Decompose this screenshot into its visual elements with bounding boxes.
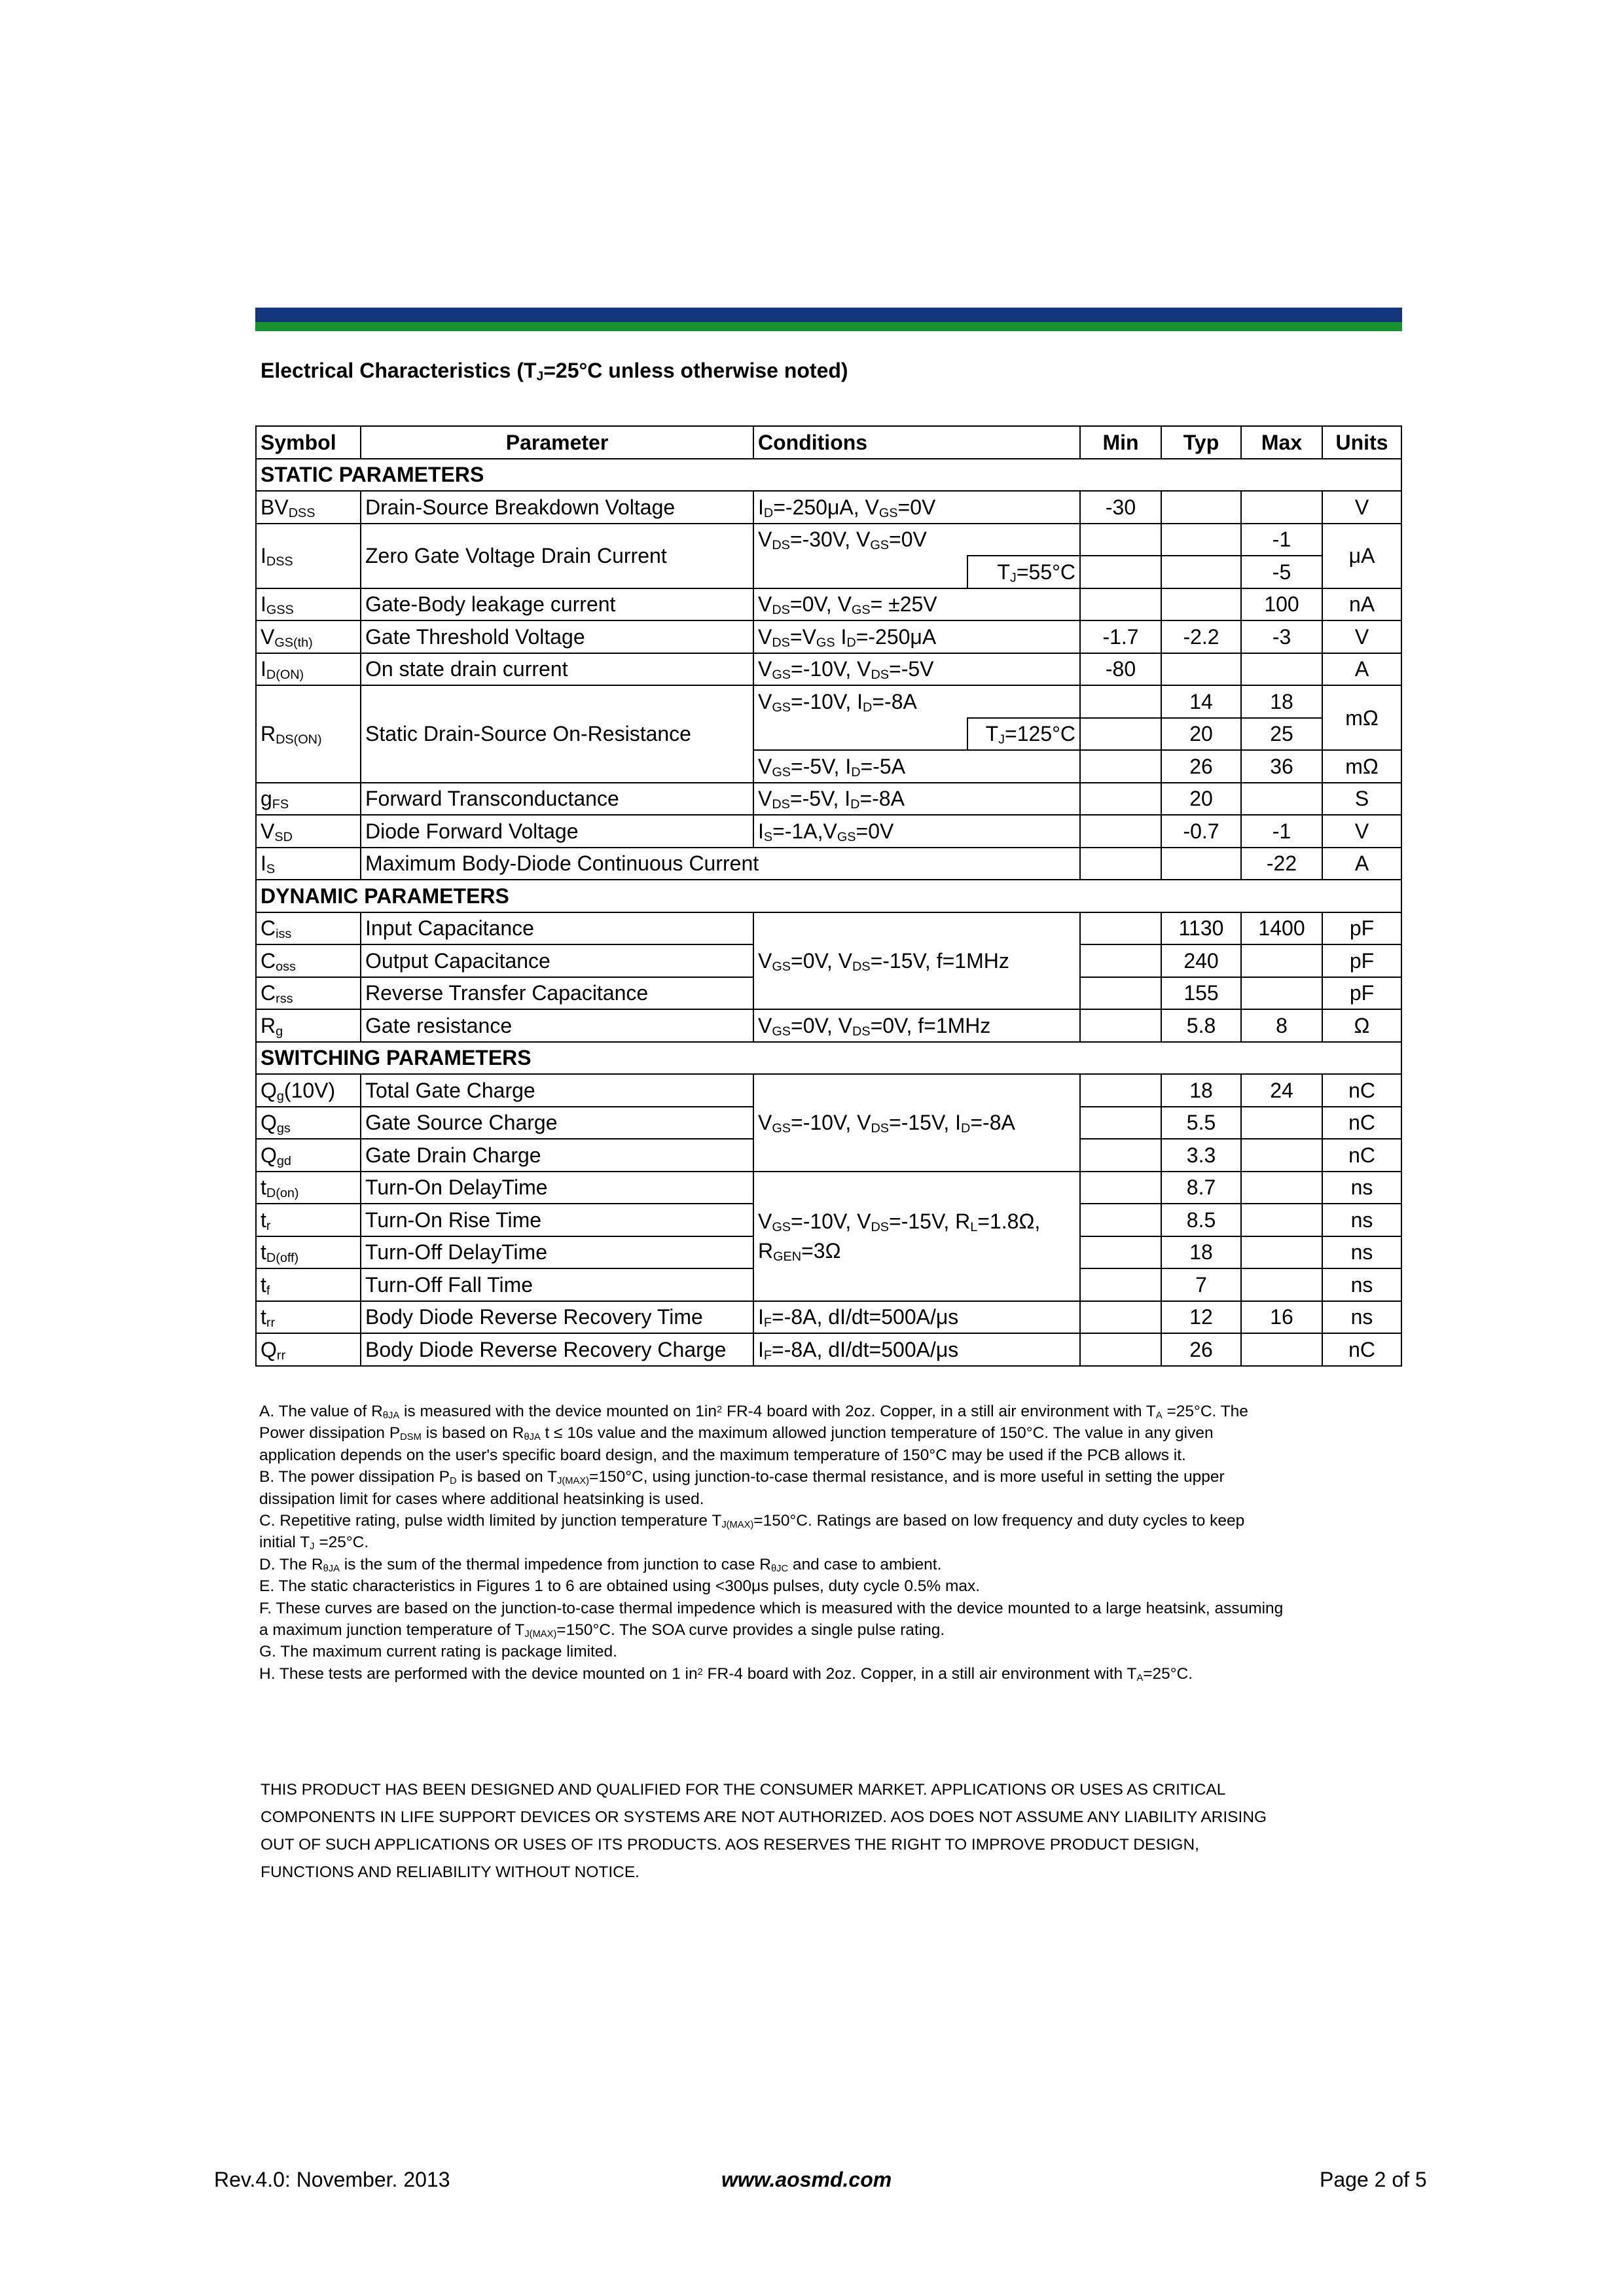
symbol-cell: $t_{D(on)}$ xyxy=(256,1172,361,1204)
min-cell xyxy=(1080,1107,1161,1139)
min-cell xyxy=(1080,783,1161,816)
symbol-cell: $I_S$ xyxy=(256,848,361,880)
header-color-bar xyxy=(255,308,1402,331)
parameter-cell: Body Diode Reverse Recovery Charge xyxy=(361,1333,753,1366)
parameter-cell: Forward Transconductance xyxy=(361,783,753,816)
conditions-cell: $V_{GS}=0V$, $V_{DS}=-15V$, f=1MHz xyxy=(753,912,1080,1010)
electrical-characteristics-table xyxy=(255,425,1402,1367)
units-cell: ns xyxy=(1322,1301,1401,1334)
max-cell: -5 xyxy=(1241,556,1322,588)
units-cell: mΩ xyxy=(1322,750,1401,783)
max-cell: 16 xyxy=(1241,1301,1322,1334)
table-row xyxy=(256,1074,1401,1107)
table-row xyxy=(256,620,1401,653)
symbol-cell: $Q_{rr}$ xyxy=(256,1333,361,1366)
units-cell: nC xyxy=(1322,1333,1401,1366)
table-row xyxy=(256,1009,1401,1042)
units-cell: nC xyxy=(1322,1074,1401,1107)
units-cell: Ω xyxy=(1322,1009,1401,1042)
units-cell: nC xyxy=(1322,1139,1401,1172)
min-cell xyxy=(1080,1204,1161,1236)
conditions-cell: $V_{DS}=0V$, $V_{GS}= \pm 25V$ xyxy=(753,588,1080,621)
max-cell: -3 xyxy=(1241,620,1322,653)
symbol-cell: $C_{rss}$ xyxy=(256,977,361,1010)
units-cell: nA xyxy=(1322,588,1401,621)
units-cell: pF xyxy=(1322,977,1401,1010)
note-f: F. These curves are based on the junction-to-case thermal impedence which is measured with the device mounted to a large heatsink, assuming xyxy=(259,1599,1284,1617)
conditions-cell: $V_{GS}=-10V$, $I_D=-8A$ xyxy=(753,685,1080,718)
min-cell xyxy=(1080,750,1161,783)
parameter-cell: Turn-Off DelayTime xyxy=(361,1236,753,1269)
typ-cell xyxy=(1161,653,1241,686)
conditions-cell: $I_F=-8A$, dI/dt=500A/μs xyxy=(753,1301,1080,1334)
units-cell: V xyxy=(1322,815,1401,848)
conditions-cell: $V_{GS}=-5V$, $I_D=-5A$ xyxy=(753,750,1080,783)
min-cell xyxy=(1080,815,1161,848)
max-cell xyxy=(1241,653,1322,686)
min-cell xyxy=(1080,524,1161,556)
section-row-static xyxy=(256,459,1401,492)
units-cell: A xyxy=(1322,848,1401,880)
table-row xyxy=(256,815,1401,848)
table-row xyxy=(256,524,1401,556)
typ-cell: 7 xyxy=(1161,1268,1241,1301)
units-cell: pF xyxy=(1322,944,1401,977)
min-cell xyxy=(1080,1139,1161,1172)
units-cell: V xyxy=(1322,620,1401,653)
typ-cell: -2.2 xyxy=(1161,620,1241,653)
header-parameter: Parameter xyxy=(361,426,753,459)
conditions-cell: $I_F=-8A$, dI/dt=500A/μs xyxy=(753,1333,1080,1366)
units-cell: ns xyxy=(1322,1204,1401,1236)
section-row-switching xyxy=(256,1042,1401,1075)
typ-cell: 8.5 xyxy=(1161,1204,1241,1236)
max-cell xyxy=(1241,1268,1322,1301)
header-units: Units xyxy=(1322,426,1401,459)
symbol-cell: $R_{DS(ON)}$ xyxy=(256,685,361,783)
symbol-cell: $C_{iss}$ xyxy=(256,912,361,945)
conditions-cell: $I_S=-1A,V_{GS}=0V$ xyxy=(753,815,1080,848)
disclaimer-line: COMPONENTS IN LIFE SUPPORT DEVICES OR SYSTEMS ARE NOT AUTHORIZED. AOS DOES NOT ASSUME ANY LIABILITY ARISING xyxy=(261,1808,1267,1826)
max-cell xyxy=(1241,1204,1322,1236)
parameter-cell: Total Gate Charge xyxy=(361,1074,753,1107)
units-cell: nC xyxy=(1322,1107,1401,1139)
note-b-line2: dissipation limit for cases where additional heatsinking is used. xyxy=(259,1490,704,1508)
parameter-cell: Maximum Body-Diode Continuous Current xyxy=(361,848,1080,880)
units-cell: V xyxy=(1322,491,1401,524)
header-conditions: Conditions xyxy=(753,426,1080,459)
table-row xyxy=(256,1301,1401,1334)
disclaimer-line: OUT OF SUCH APPLICATIONS OR USES OF ITS PRODUCTS. AOS RESERVES THE RIGHT TO IMPROVE PRODUCT DESIGN, xyxy=(261,1836,1199,1854)
parameter-cell: Gate Drain Charge xyxy=(361,1139,753,1172)
min-cell xyxy=(1080,977,1161,1010)
min-cell: -80 xyxy=(1080,653,1161,686)
units-cell: ns xyxy=(1322,1268,1401,1301)
units-cell: mΩ xyxy=(1322,685,1401,750)
max-cell: 8 xyxy=(1241,1009,1322,1042)
parameter-cell: Body Diode Reverse Recovery Time xyxy=(361,1301,753,1334)
section-switching-title: SWITCHING PARAMETERS xyxy=(256,1042,1401,1075)
min-cell xyxy=(1080,1172,1161,1204)
parameter-cell: Reverse Transfer Capacitance xyxy=(361,977,753,1010)
section-dynamic-title: DYNAMIC PARAMETERS xyxy=(256,880,1401,912)
tj-condition-cell: $T_J=55^\circ C$ xyxy=(967,556,1080,588)
typ-cell: 8.7 xyxy=(1161,1172,1241,1204)
conditions-cell: $V_{DS}=-30V$, $V_{GS}=0V$ xyxy=(753,524,1080,556)
disclaimer-line: FUNCTIONS AND RELIABILITY WITHOUT NOTICE. xyxy=(261,1863,640,1881)
parameter-cell: Turn-On Rise Time xyxy=(361,1204,753,1236)
min-cell: -1.7 xyxy=(1080,620,1161,653)
section-title: Electrical Characteristics ($T_J=25^\circ C$ unless otherwise noted) xyxy=(261,359,848,384)
max-cell: -22 xyxy=(1241,848,1322,880)
symbol-cell: $g_{FS}$ xyxy=(256,783,361,816)
units-cell: μA xyxy=(1322,524,1401,588)
section-row-dynamic xyxy=(256,880,1401,912)
footer-revision: Rev.4.0: November. 2013 xyxy=(214,2168,450,2191)
footnotes xyxy=(259,1401,1398,1685)
note-c: C. Repetitive rating, pulse width limited by junction temperature $T_{J(MAX)}=150^\circ C$. Ratings are based on low frequency and duty cycles to keep xyxy=(259,1512,1245,1531)
max-cell xyxy=(1241,1236,1322,1269)
note-a-line2: Power dissipation $P_{DSM}$ is based on $R_{\theta JA}$ t ≤ 10s value and the maximum allowed junction temperature of 150°C. The value in any given xyxy=(259,1424,1214,1443)
max-cell: 36 xyxy=(1241,750,1322,783)
parameter-cell: Zero Gate Voltage Drain Current xyxy=(361,524,753,588)
symbol-cell: $t_f$ xyxy=(256,1268,361,1301)
note-c-line2: initial $T_J =25^\circ C$. xyxy=(259,1534,369,1552)
max-cell: 24 xyxy=(1241,1074,1322,1107)
units-cell: ns xyxy=(1322,1236,1401,1269)
conditions-cell: $V_{GS}=-10V$, $V_{DS}=-5V$ xyxy=(753,653,1080,686)
symbol-cell: $I_{D(ON)}$ xyxy=(256,653,361,686)
section-static-title: STATIC PARAMETERS xyxy=(256,459,1401,492)
symbol-cell: $BV_{DSS}$ xyxy=(256,491,361,524)
typ-cell: 155 xyxy=(1161,977,1241,1010)
parameter-cell: Output Capacitance xyxy=(361,944,753,977)
table-row xyxy=(256,783,1401,816)
typ-cell: 240 xyxy=(1161,944,1241,977)
header-bar-blue xyxy=(255,308,1402,322)
typ-cell: 18 xyxy=(1161,1074,1241,1107)
parameter-cell: Turn-On DelayTime xyxy=(361,1172,753,1204)
max-cell xyxy=(1241,977,1322,1010)
table-row xyxy=(256,912,1401,945)
disclaimer xyxy=(261,1776,1399,1886)
min-cell xyxy=(1080,1074,1161,1107)
parameter-cell: Gate-Body leakage current xyxy=(361,588,753,621)
symbol-cell: $R_g$ xyxy=(256,1009,361,1042)
min-cell xyxy=(1080,1333,1161,1366)
conditions-cell: $V_{DS}=-5V$, $I_D=-8A$ xyxy=(753,783,1080,816)
parameter-cell: Gate Source Charge xyxy=(361,1107,753,1139)
symbol-cell: $Q_{gd}$ xyxy=(256,1139,361,1172)
min-cell xyxy=(1080,848,1161,880)
units-cell: pF xyxy=(1322,912,1401,945)
typ-cell: 3.3 xyxy=(1161,1139,1241,1172)
note-f-line2: a maximum junction temperature of $T_{J(MAX)}=150^\circ C$. The SOA curve provides a single pulse rating. xyxy=(259,1621,945,1640)
symbol-cell: $V_{SD}$ xyxy=(256,815,361,848)
header-typ: Typ xyxy=(1161,426,1241,459)
symbol-cell: $I_{GSS}$ xyxy=(256,588,361,621)
max-cell xyxy=(1241,1107,1322,1139)
min-cell xyxy=(1080,912,1161,945)
min-cell xyxy=(1080,685,1161,718)
max-cell: 18 xyxy=(1241,685,1322,718)
max-cell xyxy=(1241,783,1322,816)
note-g: G. The maximum current rating is package limited. xyxy=(259,1643,617,1661)
conditions-cell: $V_{GS}=-10V$, $V_{DS}=-15V$, $R_L=1.8\Omega$, $R_{GEN}=3\Omega$ xyxy=(753,1172,1080,1301)
symbol-cell: $C_{oss}$ xyxy=(256,944,361,977)
note-e: E. The static characteristics in Figures 1 to 6 are obtained using <300μs pulses, duty cycle 0.5% max. xyxy=(259,1577,981,1596)
note-a-line3: application depends on the user's specific board design, and the maximum temperature of 150°C may be used if the PCB allows it. xyxy=(259,1446,1186,1464)
typ-cell xyxy=(1161,588,1241,621)
symbol-cell: $Q_g(10V)$ xyxy=(256,1074,361,1107)
header-symbol: Symbol xyxy=(256,426,361,459)
typ-cell: 14 xyxy=(1161,685,1241,718)
conditions-cell: $V_{DS}=V_{GS}$ $I_D=-250\mu A$ xyxy=(753,620,1080,653)
max-cell: 100 xyxy=(1241,588,1322,621)
max-cell xyxy=(1241,1139,1322,1172)
typ-cell: 18 xyxy=(1161,1236,1241,1269)
units-cell: S xyxy=(1322,783,1401,816)
min-cell xyxy=(1080,588,1161,621)
typ-cell: 20 xyxy=(1161,783,1241,816)
min-cell xyxy=(1080,944,1161,977)
max-cell: 1400 xyxy=(1241,912,1322,945)
typ-cell: 5.8 xyxy=(1161,1009,1241,1042)
typ-cell xyxy=(1161,848,1241,880)
footer-website-link[interactable]: www.aosmd.com xyxy=(721,2168,892,2191)
max-cell xyxy=(1241,491,1322,524)
symbol-cell: $t_r$ xyxy=(256,1204,361,1236)
header-bar-green xyxy=(255,322,1402,331)
typ-cell xyxy=(1161,556,1241,588)
conditions-cell xyxy=(753,556,967,588)
conditions-cell: $V_{GS}=-10V$, $V_{DS}=-15V$, $I_D=-8A$ xyxy=(753,1074,1080,1172)
min-cell: -30 xyxy=(1080,491,1161,524)
symbol-cell: $V_{GS(th)}$ xyxy=(256,620,361,653)
max-cell: -1 xyxy=(1241,815,1322,848)
table-row xyxy=(256,848,1401,880)
typ-cell: 1130 xyxy=(1161,912,1241,945)
conditions-cell xyxy=(753,718,967,751)
table-row xyxy=(256,491,1401,524)
parameter-cell: Turn-Off Fall Time xyxy=(361,1268,753,1301)
note-d: D. The $R_{\theta JA}$ is the sum of the thermal impedence from junction to case $R_{\theta JC}$ and case to ambient. xyxy=(259,1555,942,1574)
typ-cell: 26 xyxy=(1161,1333,1241,1366)
symbol-cell: $t_{rr}$ xyxy=(256,1301,361,1334)
typ-cell: 26 xyxy=(1161,750,1241,783)
header-min: Min xyxy=(1080,426,1161,459)
max-cell xyxy=(1241,944,1322,977)
units-cell: A xyxy=(1322,653,1401,686)
symbol-cell: $I_{DSS}$ xyxy=(256,524,361,588)
typ-cell xyxy=(1161,491,1241,524)
note-h: H. These tests are performed with the device mounted on 1 $in^2$ FR-4 board with 2oz. Copper, in a still air environment with $T_A=25^\circ C$. xyxy=(259,1664,1193,1683)
parameter-cell: Drain-Source Breakdown Voltage xyxy=(361,491,753,524)
max-cell xyxy=(1241,1172,1322,1204)
table-row xyxy=(256,1333,1401,1366)
min-cell xyxy=(1080,556,1161,588)
note-b: B. The power dissipation $P_D$ is based on $T_{J(MAX)}=150^\circ C$, using junction-to-case thermal resistance, and is more useful in setting the upper xyxy=(259,1468,1225,1487)
table-header-row xyxy=(256,426,1401,459)
conditions-cell: $V_{GS}=0V$, $V_{DS}=0V$, f=1MHz xyxy=(753,1009,1080,1042)
max-cell xyxy=(1241,1333,1322,1366)
disclaimer-line: THIS PRODUCT HAS BEEN DESIGNED AND QUALIFIED FOR THE CONSUMER MARKET. APPLICATIONS OR USES AS CRITICAL xyxy=(261,1781,1226,1799)
parameter-cell: Gate Threshold Voltage xyxy=(361,620,753,653)
parameter-cell: Static Drain-Source On-Resistance xyxy=(361,685,753,783)
typ-cell: -0.7 xyxy=(1161,815,1241,848)
typ-cell xyxy=(1161,524,1241,556)
units-cell: ns xyxy=(1322,1172,1401,1204)
typ-cell: 20 xyxy=(1161,718,1241,751)
header-max: Max xyxy=(1241,426,1322,459)
min-cell xyxy=(1080,718,1161,751)
conditions-cell: $I_D=-250\mu A$, $V_{GS}=0V$ xyxy=(753,491,1080,524)
tj-condition-cell: $T_J=125^\circ C$ xyxy=(967,718,1080,751)
symbol-cell: $Q_{gs}$ xyxy=(256,1107,361,1139)
table-row xyxy=(256,653,1401,686)
note-a: A. The value of $R_{\theta JA}$ is measured with the device mounted on $1in^2$ FR-4 board with 2oz. Copper, in a still air environment with $T_A =25^\circ C$. The xyxy=(259,1403,1248,1421)
parameter-cell: Gate resistance xyxy=(361,1009,753,1042)
table-row xyxy=(256,1172,1401,1204)
typ-cell: 5.5 xyxy=(1161,1107,1241,1139)
table-row xyxy=(256,588,1401,621)
parameter-cell: Input Capacitance xyxy=(361,912,753,945)
min-cell xyxy=(1080,1301,1161,1334)
typ-cell: 12 xyxy=(1161,1301,1241,1334)
parameter-cell: Diode Forward Voltage xyxy=(361,815,753,848)
min-cell xyxy=(1080,1009,1161,1042)
min-cell xyxy=(1080,1236,1161,1269)
table-row xyxy=(256,685,1401,718)
symbol-cell: $t_{D(off)}$ xyxy=(256,1236,361,1269)
parameter-cell: On state drain current xyxy=(361,653,753,686)
footer-page-number: Page 2 of 5 xyxy=(1320,2168,1427,2191)
max-cell: 25 xyxy=(1241,718,1322,751)
max-cell: -1 xyxy=(1241,524,1322,556)
min-cell xyxy=(1080,1268,1161,1301)
